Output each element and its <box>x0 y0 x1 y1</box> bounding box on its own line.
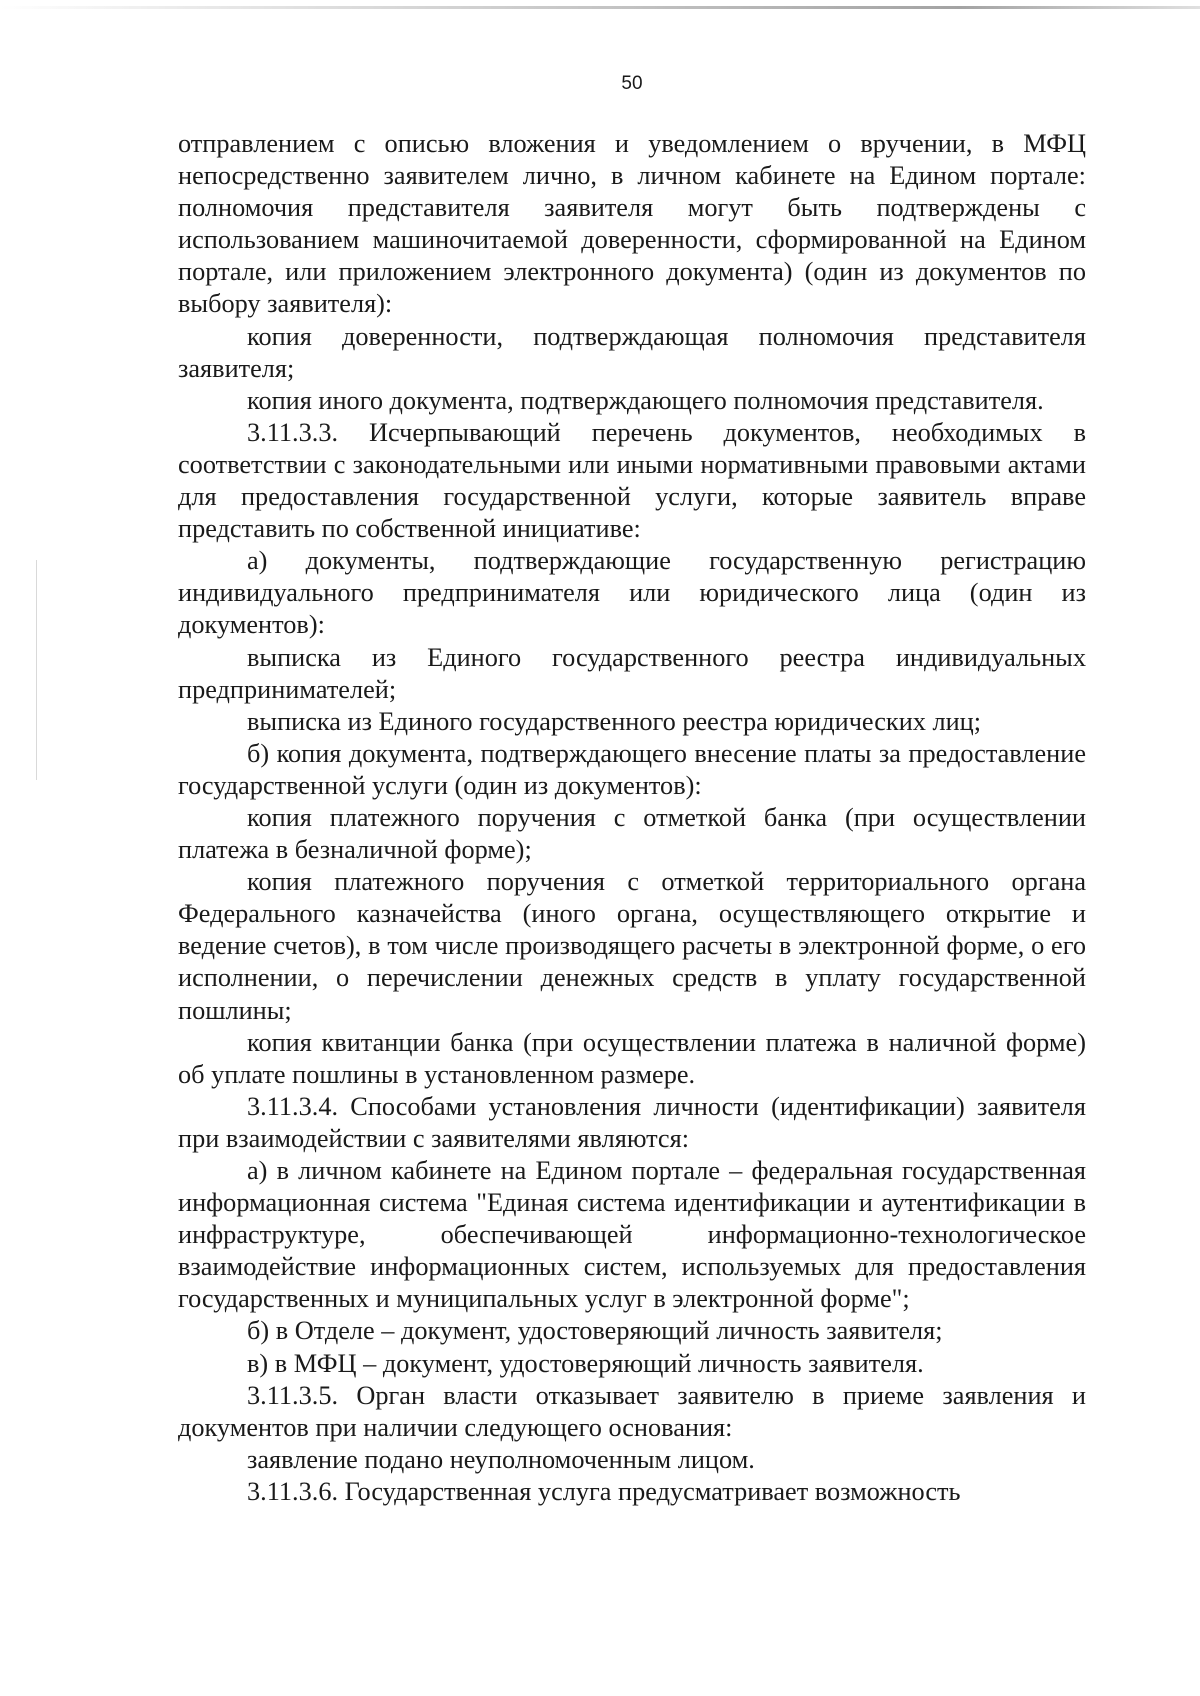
paragraph: а) в личном кабинете на Едином портале – федеральная государственная информационная система "Единая система идентификации и аутентификации в инфраструктуре, обеспечивающей информационно-технологическое взаимодействие информационных систем, используемых для предоставления государственных и муниципальных услуг в электронной форме"; <box>178 1156 1086 1314</box>
scan-edge-left <box>36 560 37 780</box>
paragraph: 3.11.3.5. Орган власти отказывает заявителю в приеме заявления и документов при наличии следующего основания: <box>178 1380 1086 1442</box>
paragraph: б) в Отделе – документ, удостоверяющий личность заявителя; <box>247 1316 943 1346</box>
paragraph: выписка из Единого государственного реестра юридических лиц; <box>247 706 982 736</box>
paragraph: а) документы, подтверждающие государственную регистрацию индивидуального предпринимателя или юридического лица (один из документов): <box>178 546 1086 640</box>
paragraph: копия квитанции банка (при осуществлении платежа в наличной форме) об уплате пошлины в установленном размере. <box>178 1027 1086 1089</box>
page-number: 50 <box>621 73 643 94</box>
scan-edge-top <box>0 6 1200 9</box>
document-body <box>178 128 1086 1508</box>
paragraph: 3.11.3.6. Государственная услуга предусматривает возможность <box>247 1476 961 1506</box>
paragraph: выписка из Единого государственного реестра индивидуальных предпринимателей; <box>178 642 1086 704</box>
paragraph: копия иного документа, подтверждающего полномочия представителя. <box>247 385 1044 415</box>
paragraph: отправлением с описью вложения и уведомлением о вручении, в МФЦ непосредственно заявителем лично, в личном кабинете на Едином портале: полномочия представителя заявителя могут быть подтверждены с использованием машиночитаемой доверенности, сформированной на Едином портале, или приложением электронного документа) (один из документов по выбору заявителя): <box>178 129 1086 319</box>
paragraph: 3.11.3.3. Исчерпывающий перечень документов, необходимых в соответствии с законодательными или иными нормативными правовыми актами для предоставления государственной услуги, которые заявитель вправе представить по собственной инициативе: <box>178 417 1086 544</box>
paragraph: б) копия документа, подтверждающего внесение платы за предоставление государственной услуги (один из документов): <box>178 738 1086 800</box>
paragraph: 3.11.3.4. Способами установления личности (идентификации) заявителя при взаимодействии с заявителями являются: <box>178 1091 1086 1153</box>
paragraph: заявление подано неуполномоченным лицом. <box>247 1444 755 1474</box>
paragraph: копия платежного поручения с отметкой банка (при осуществлении платежа в безналичной форме); <box>178 802 1086 865</box>
paragraph: в) в МФЦ – документ, удостоверяющий личность заявителя. <box>247 1348 924 1378</box>
paragraph: копия доверенности, подтверждающая полномочия представителя заявителя; <box>178 321 1086 383</box>
paragraph: копия платежного поручения с отметкой территориального органа Федерального казначейства (иного органа, осуществляющего открытие и ведение счетов), в том числе производящего расчеты в электронной форме, о его исполнении, о перечислении денежных средств в уплату государственной пошлины; <box>178 867 1086 1025</box>
